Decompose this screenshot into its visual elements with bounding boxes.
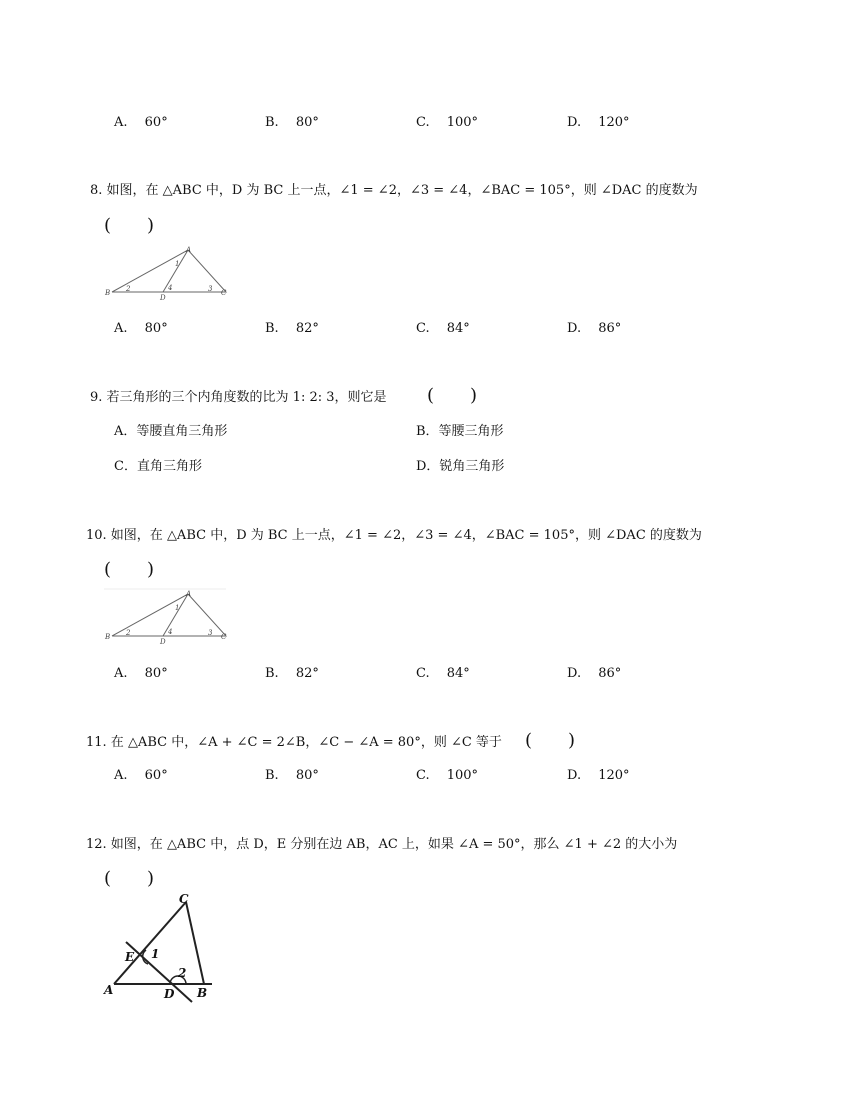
q8-option-c[interactable]: C. 84° [416, 321, 470, 336]
q9-option-a[interactable]: A．等腰直角三角形 [114, 424, 228, 439]
q11-option-b[interactable]: B. 80° [265, 768, 319, 783]
q8-label-4: 4 [168, 284, 173, 292]
q9-option-c[interactable]: C．直角三角形 [114, 459, 202, 474]
q8-label-c: C [221, 289, 227, 297]
q11-option-d[interactable]: D. 120° [567, 768, 630, 783]
q10-option-a[interactable]: A. 80° [114, 666, 168, 681]
q10-option-b[interactable]: B. 82° [265, 666, 319, 681]
q10-label-a: A [186, 590, 192, 598]
q10-stem-text: 10. 如图，在 △ABC 中，D 为 BC 上一点，∠1 = ∠2，∠3 = ∠4，∠BAC = 105°，则 ∠DAC 的度数为 [86, 528, 702, 543]
q10-label-2: 2 [126, 629, 131, 637]
q7-option-c[interactable]: C. 100° [416, 115, 479, 130]
q10-option-d[interactable]: D. 86° [567, 666, 622, 681]
q12-label-b: B [197, 986, 208, 1000]
q7-option-b[interactable]: B. 80° [265, 115, 319, 130]
q11-option-c[interactable]: C. 100° [416, 768, 479, 783]
q9-stem-text: 9. 若三角形的三个内角度数的比为 1: 2: 3，则它是 [90, 390, 387, 405]
q7-option-d[interactable]: D. 120° [567, 115, 630, 130]
q10-label-1: 1 [175, 604, 180, 612]
q11-answer-paren[interactable]: ( ) [525, 730, 576, 751]
q8-stem-text: 8. 如图，在 △ABC 中，D 为 BC 上一点，∠1 = ∠2，∠3 = ∠4，∠BAC = 105°，则 ∠DAC 的度数为 [90, 183, 698, 198]
q12-answer-paren[interactable]: ( ) [104, 868, 155, 889]
q10-label-d: D [160, 638, 166, 646]
q8-option-b[interactable]: B. 82° [265, 321, 319, 336]
q8-label-1: 1 [175, 260, 180, 268]
q10-label-c: C [221, 633, 227, 641]
q10-figure [100, 586, 230, 650]
q8-label-3: 3 [208, 285, 213, 293]
q10-label-4: 4 [168, 628, 173, 636]
q10-label-3: 3 [208, 629, 213, 637]
q12-label-1: 1 [151, 947, 160, 961]
q12-stem-text: 12. 如图，在 △ABC 中，点 D，E 分别在边 AB，AC 上，如果 ∠A = 50°，那么 ∠1 + ∠2 的大小为 [86, 837, 678, 852]
q12-label-2: 2 [178, 966, 187, 980]
q9-option-b[interactable]: B．等腰三角形 [416, 424, 504, 439]
q8-answer-paren[interactable]: ( ) [104, 215, 155, 236]
q8-label-d: D [160, 294, 166, 302]
q12-label-d: D [164, 987, 175, 1001]
q8-label-b: B [105, 289, 111, 297]
q8-option-d[interactable]: D. 86° [567, 321, 622, 336]
q11-stem-text: 11. 在 △ABC 中，∠A + ∠C = 2∠B，∠C − ∠A = 80°，则 ∠C 等于 [86, 735, 502, 750]
q10-answer-paren[interactable]: ( ) [104, 559, 155, 580]
q8-figure [100, 242, 230, 306]
q8-label-2: 2 [126, 285, 131, 293]
q8-option-a[interactable]: A. 80° [114, 321, 168, 336]
q7-option-a[interactable]: A. 60° [114, 115, 168, 130]
q12-figure [100, 888, 225, 1010]
q11-option-a[interactable]: A. 60° [114, 768, 168, 783]
q9-answer-paren[interactable]: ( ) [427, 385, 478, 406]
q10-option-c[interactable]: C. 84° [416, 666, 470, 681]
q8-label-a: A [186, 246, 192, 254]
q9-option-d[interactable]: D．锐角三角形 [416, 459, 505, 474]
q12-label-e: E [125, 950, 135, 964]
q12-label-a: A [104, 983, 114, 997]
q10-label-b: B [105, 633, 111, 641]
q12-label-c: C [179, 892, 189, 906]
